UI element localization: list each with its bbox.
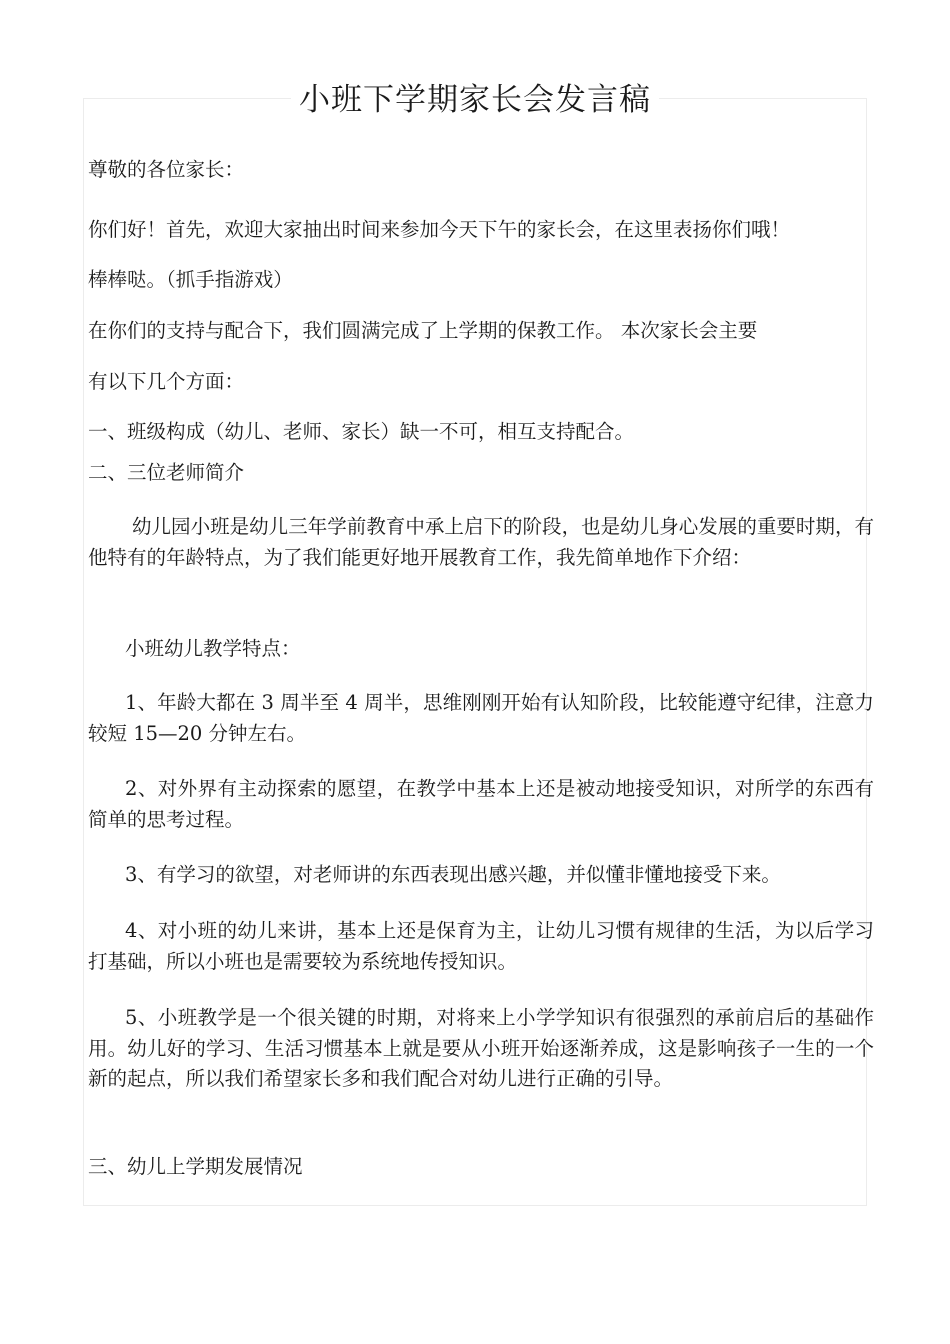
feature-item-4: 4、对小班的幼儿来讲，基本上还是保育为主，让幼儿习惯有规律的生活，为以后学习打基础，所以小班也是需要较为系统地传授知识。: [88, 919, 874, 973]
feature-item-5: 5、小班教学是一个很关键的时期，对将来上小学学知识有很强烈的承前启后的基础作用。幼儿好的学习、生活习惯基本上就是要从小班开始逐渐养成，这是影响孩子一生的一个新的起点，所以我们希望家长多和我们配合对幼儿进行正确的引导。: [88, 1006, 874, 1090]
greeting: 尊敬的各位家长：: [88, 158, 245, 181]
section-heading-3: 三、幼儿上学期发展情况: [88, 1155, 303, 1178]
document-title: 小班下学期家长会发言稿: [0, 78, 950, 122]
section-heading-2: 二、三位老师简介: [88, 461, 245, 484]
feature-item-2: 2、对外界有主动探索的愿望，在教学中基本上还是被动地接受知识，对所学的东西有简单的思考过程。: [88, 777, 874, 831]
game-paragraph: 棒棒哒。（抓手指游戏）: [88, 268, 293, 291]
intro-paragraph: 幼儿园小班是幼儿三年学前教育中承上启下的阶段，也是幼儿身心发展的重要时期，有他特有的年龄特点，为了我们能更好地开展教育工作，我先简单地作下介绍：: [88, 515, 874, 569]
support-paragraph-line1: 在你们的支持与配合下，我们圆满完成了上学期的保教工作。 本次家长会主要: [88, 319, 758, 342]
welcome-paragraph: 你们好！首先，欢迎大家抽出时间来参加今天下午的家长会，在这里表扬你们哦！: [88, 218, 791, 241]
feature-item-1: 1、年龄大都在 3 周半至 4 周半，思维刚刚开始有认知阶段，比较能遵守纪律，注意力较短 15—20 分钟左右。: [88, 691, 874, 745]
support-paragraph-line2: 有以下几个方面：: [88, 370, 245, 393]
feature-item-3: 3、有学习的欲望，对老师讲的东西表现出感兴趣，并似懂非懂地接受下来。: [125, 863, 781, 886]
section-heading-1: 一、班级构成（幼儿、老师、家长）缺一不可，相互支持配合。: [88, 420, 635, 443]
features-heading: 小班幼儿教学特点：: [125, 637, 301, 660]
